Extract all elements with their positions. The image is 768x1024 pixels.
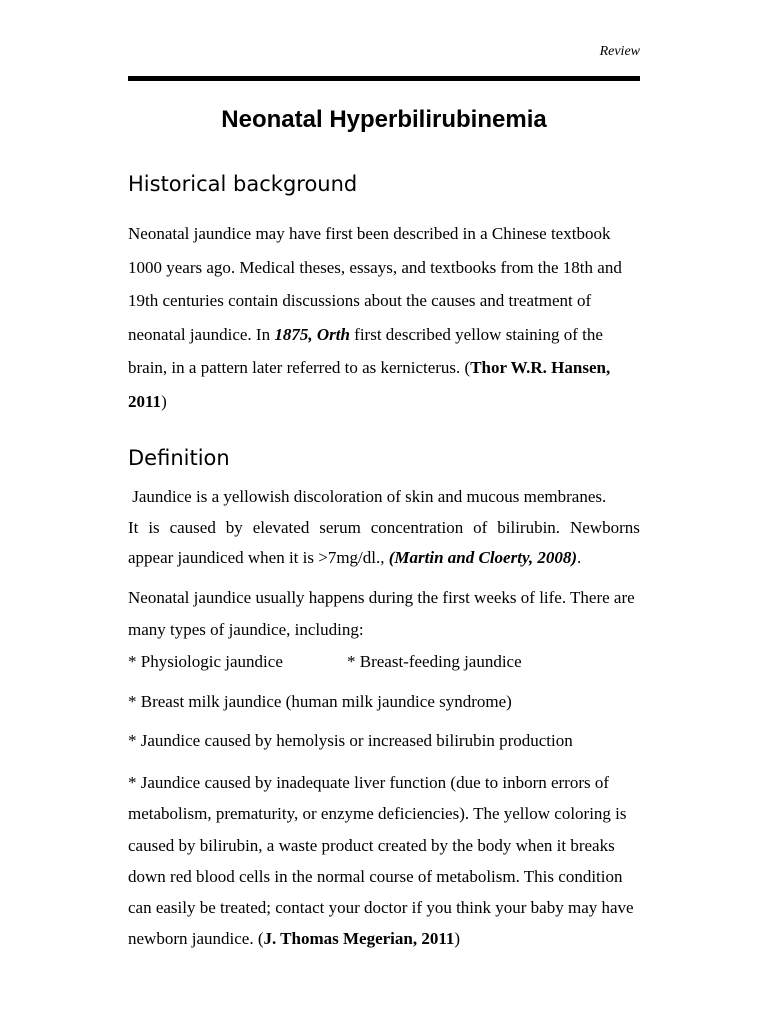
page-title: Neonatal Hyperbilirubinemia [221,106,547,133]
definition-line-1: Jaundice is a yellowish discoloration of skin and mucous membranes. [128,487,607,506]
type-5-close: ) [454,929,461,949]
definition-word: bilirubin. [497,517,561,537]
type-inadequate-liver [128,767,640,955]
type-5-citation: J. Thomas Megerian, 2011 [263,929,455,949]
historical-year-author: 1875, Orth [274,324,350,344]
definition-paragraph [128,482,640,574]
definition-word: It [128,517,139,537]
definition-word: is [148,517,160,537]
definition-line-2 [128,513,640,544]
type-5-text: * Jaundice caused by inadequate liver function (due to inborn errors of metabolism, prematurity, or enzyme deficiencies). The yellow coloring is caused by bilirubin, a waste product created by the body when it breaks down red blood cells in the normal course of metabolism. This condition can easily be treated; contact your doctor if you think your baby may have newborn jaundice. ( [128,773,634,949]
definition-word: Newborns [569,517,640,537]
definition-text-3: appear jaundiced when it is >7mg/dl., [128,548,389,567]
definition-word: serum [319,517,361,537]
heading-definition: Definition [128,446,230,470]
type-physiologic: * Physiologic jaundice [128,652,283,671]
definition-end: . [577,548,582,567]
running-header: Review [599,44,640,59]
type-breast-feeding: * Breast-feeding jaundice [347,652,522,671]
type-hemolysis: * Jaundice caused by hemolysis or increased bilirubin production [128,731,573,750]
historical-text-1: Neonatal jaundice may have first been described in a Chinese textbook 1000 years ago. Medical theses, essays, and textbooks from the 18th and 19th centuries contain discussions about the causes and treatment of neonatal jaundice. In [128,224,622,344]
type-breast-milk: * Breast milk jaundice (human milk jaundice syndrome) [128,692,512,711]
definition-word: by [225,517,243,537]
heading-historical-background: Historical background [128,172,358,196]
types-intro: Neonatal jaundice usually happens during the first weeks of life. There are many types of jaundice, including: [128,588,635,639]
historical-close: ) [161,391,167,411]
historical-text-2: first described yellow staining of the brain, in a pattern later referred to as kernicterus. ( [128,324,603,378]
definition-word: elevated [252,517,310,537]
historical-paragraph [128,217,640,419]
historical-citation: Thor W.R. Hansen, 2011 [128,358,611,411]
definition-citation: (Martin and Cloerty, 2008) [388,548,578,567]
definition-line-3 [128,543,640,574]
header-rule [128,76,640,81]
definition-word: of [473,517,488,537]
definition-word: concentration [370,517,464,537]
definition-word: caused [169,517,216,537]
